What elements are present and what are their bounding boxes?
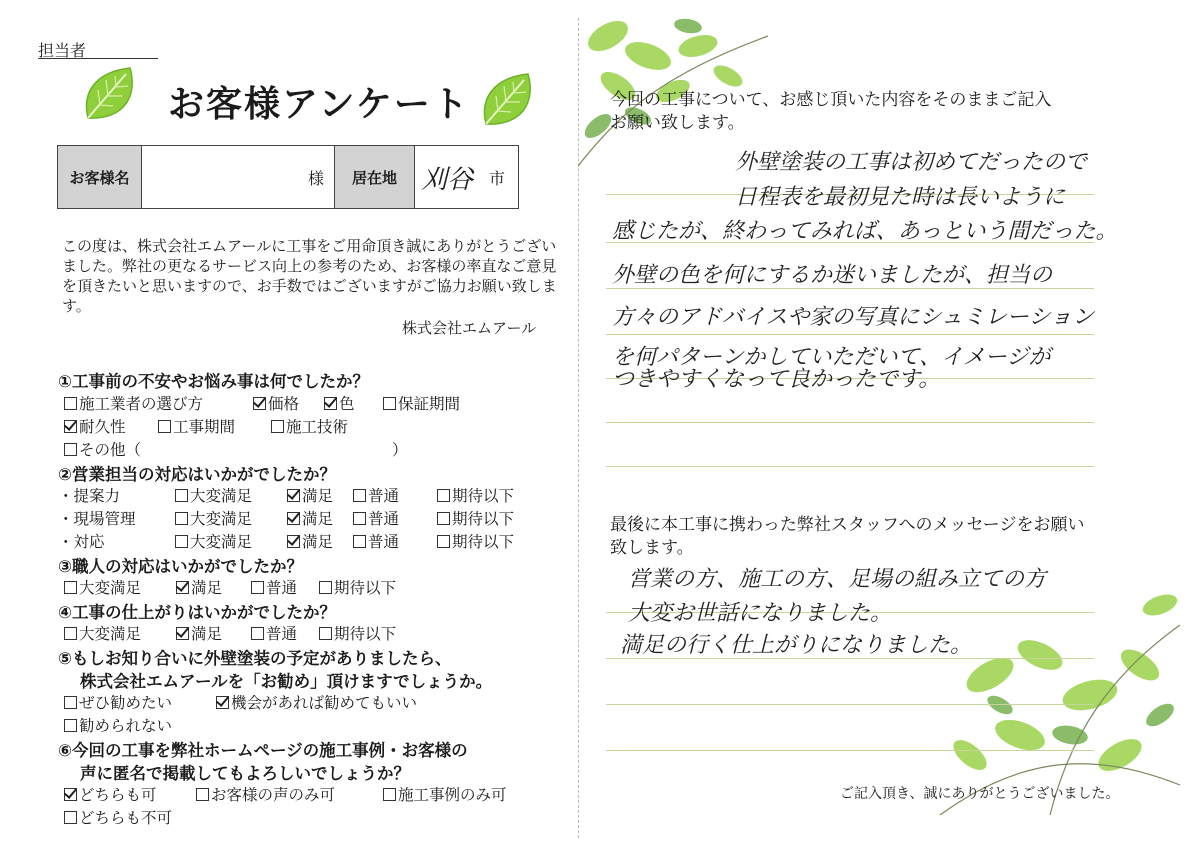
q6-option[interactable]: お客様の声のみ可 xyxy=(196,783,335,805)
question-2-title: ②営業担当の対応はいかがでしたか？ xyxy=(58,465,336,484)
rating-option[interactable]: 満足 xyxy=(287,484,333,506)
staff-label: 担当者 xyxy=(38,41,87,60)
residence-field[interactable] xyxy=(415,146,515,208)
company-signature: 株式会社エムアール xyxy=(402,319,537,337)
residence-suffix: 市 xyxy=(488,168,505,188)
checkbox-icon[interactable] xyxy=(64,696,77,709)
checkbox-icon[interactable] xyxy=(383,788,396,801)
rating-option[interactable]: 大変満足 xyxy=(175,530,252,552)
impressions-line: 方々のアドバイスや家の写真にシュミレーション xyxy=(612,305,1095,330)
checkbox-icon[interactable] xyxy=(64,443,77,456)
impressions-line: 感じたが、終わってみれば、あっという間だった。 xyxy=(612,219,1118,244)
q6-option[interactable]: どちらも可 xyxy=(64,783,157,805)
checkbox-icon[interactable] xyxy=(271,420,284,433)
staff-signature-line xyxy=(38,58,158,59)
q1-option[interactable]: 耐久性 xyxy=(64,415,126,437)
checkbox-icon[interactable] xyxy=(353,489,366,502)
rating-option[interactable]: 満足 xyxy=(287,507,333,529)
checked-checkbox-icon[interactable] xyxy=(64,788,77,801)
rating-option[interactable]: 普通 xyxy=(251,622,297,644)
impressions-line: 外壁の色を何にするか迷いましたが、担当の xyxy=(612,263,1053,288)
checkbox-icon[interactable] xyxy=(175,512,188,525)
checked-checkbox-icon[interactable] xyxy=(253,397,266,410)
leaf-icon xyxy=(478,68,540,130)
question-6-title: ⑥今回の工事を弊社ホームページの施工事例・お客様の xyxy=(58,741,468,760)
rating-option[interactable]: 満足 xyxy=(176,576,222,598)
question-3-title: ③職人の対応はいかがでしたか？ xyxy=(58,557,303,576)
rating-row-label: ・対応 xyxy=(58,533,105,551)
customer-name-field[interactable] xyxy=(142,146,335,208)
q6-option[interactable]: どちらも不可 xyxy=(64,806,172,828)
impressions-line: 日程表を最初見た時は長いように xyxy=(735,185,1066,210)
ruled-line xyxy=(606,422,1094,423)
rating-row-label: ・現場管理 xyxy=(58,510,136,528)
rating-option[interactable]: 満足 xyxy=(176,622,222,644)
ruled-line xyxy=(606,704,1094,705)
checkbox-icon[interactable] xyxy=(437,489,450,502)
checkbox-icon[interactable] xyxy=(437,512,450,525)
question-1-title: ①工事前の不安やお悩み事は何でしたか？ xyxy=(58,372,369,391)
checkbox-icon[interactable] xyxy=(64,581,77,594)
q1-option[interactable]: 色 xyxy=(324,392,355,414)
message-line: 営業の方、施工の方、足場の組み立ての方 xyxy=(628,567,1047,592)
impressions-line: を何パターンかしていただいて、イメージが xyxy=(612,345,1051,370)
checkbox-icon[interactable] xyxy=(319,581,332,594)
rating-option[interactable]: 期待以下 xyxy=(437,530,514,552)
q1-option-other[interactable]: その他（ xyxy=(64,438,141,460)
rating-option[interactable]: 期待以下 xyxy=(319,622,396,644)
message-line: 大変お世話になりました。 xyxy=(628,601,893,626)
intro-text: この度は、株式会社エムアールに工事をご用命頂き誠にありがとうございました。弊社の更なるサービス向上の参考のため、お客様の率直なご意見を頂きたいと思いますので、お手数ではございますがご協力お願い致します。 xyxy=(62,237,557,315)
q1-option[interactable]: 保証期間 xyxy=(383,392,460,414)
impressions-line: 外壁塗装の工事は初めてだったので xyxy=(735,150,1088,175)
q1-option[interactable]: 施工業者の選び方 xyxy=(64,392,203,414)
ruled-line xyxy=(606,750,1094,751)
question-5-title-cont: 株式会社エムアールを「お勧め」頂けますでしょうか。 xyxy=(80,672,493,691)
checked-checkbox-icon[interactable] xyxy=(64,420,77,433)
rating-option[interactable]: 期待以下 xyxy=(437,507,514,529)
rating-option[interactable]: 普通 xyxy=(353,530,399,552)
checkbox-icon[interactable] xyxy=(196,788,209,801)
checked-checkbox-icon[interactable] xyxy=(287,512,300,525)
rating-row-label: ・提案力 xyxy=(58,487,121,505)
q5-option[interactable]: 機会があれば勧めてもいい xyxy=(216,691,417,713)
checkbox-icon[interactable] xyxy=(437,535,450,548)
rating-option[interactable]: 普通 xyxy=(353,507,399,529)
question-6-title-cont: 声に匿名で掲載してもよろしいでしょうか？ xyxy=(80,764,410,783)
rating-option[interactable]: 満足 xyxy=(287,530,333,552)
checkbox-icon[interactable] xyxy=(251,581,264,594)
checked-checkbox-icon[interactable] xyxy=(216,696,229,709)
customer-name-label: お客様名 xyxy=(58,146,142,208)
thanks-text: ご記入頂き、誠にありがとうございました。 xyxy=(840,786,1120,802)
leaf-icon xyxy=(80,62,142,124)
checkbox-icon[interactable] xyxy=(353,512,366,525)
checkbox-icon[interactable] xyxy=(383,397,396,410)
checkbox-icon[interactable] xyxy=(319,627,332,640)
checkbox-icon[interactable] xyxy=(64,719,77,732)
q5-option[interactable]: 勧められない xyxy=(64,714,172,736)
checked-checkbox-icon[interactable] xyxy=(324,397,337,410)
ruled-line xyxy=(606,334,1094,335)
checkbox-icon[interactable] xyxy=(158,420,171,433)
q6-option[interactable]: 施工事例のみ可 xyxy=(383,783,507,805)
customer-info-table xyxy=(57,145,519,209)
question-4-title: ④工事の仕上がりはいかがでしたか？ xyxy=(58,603,336,622)
checked-checkbox-icon[interactable] xyxy=(287,489,300,502)
rating-option[interactable]: 大変満足 xyxy=(175,507,252,529)
rating-option[interactable]: 普通 xyxy=(353,484,399,506)
checked-checkbox-icon[interactable] xyxy=(287,535,300,548)
rating-option[interactable]: 普通 xyxy=(251,576,297,598)
rating-option[interactable]: 期待以下 xyxy=(319,576,396,598)
q1-option[interactable]: 価格 xyxy=(253,392,299,414)
name-suffix: 様 xyxy=(307,168,324,188)
rating-option[interactable]: 大変満足 xyxy=(64,622,141,644)
checkbox-icon[interactable] xyxy=(353,535,366,548)
impressions-prompt: 今回の工事について、お感じ頂いた内容をそのままご記入お願い致します。 xyxy=(610,90,1052,133)
residence-handwritten: 刈谷 xyxy=(421,164,474,195)
checkbox-icon[interactable] xyxy=(64,397,77,410)
checkbox-icon[interactable] xyxy=(64,627,77,640)
question-5-title: ⑤もしお知り合いに外壁塗装の予定がありましたら、 xyxy=(58,649,452,668)
page-title: お客様アンケート xyxy=(168,84,470,125)
checkbox-icon[interactable] xyxy=(251,627,264,640)
message-prompt: 最後に本工事に携わった弊社スタッフへのメッセージをお願い致します。 xyxy=(610,515,1085,558)
ruled-line xyxy=(606,466,1094,467)
rating-option[interactable]: 大変満足 xyxy=(64,576,141,598)
impressions-line: つきやすくなって良かったです。 xyxy=(612,367,941,392)
checkbox-icon[interactable] xyxy=(64,811,77,824)
q1-option[interactable]: 施工技術 xyxy=(271,415,348,437)
checked-checkbox-icon[interactable] xyxy=(176,581,189,594)
checkbox-icon[interactable] xyxy=(175,489,188,502)
q1-other-close: ） xyxy=(392,441,408,459)
rating-option[interactable]: 大変満足 xyxy=(175,484,252,506)
q5-option[interactable]: ぜひ勧めたい xyxy=(64,691,172,713)
rating-option[interactable]: 期待以下 xyxy=(437,484,514,506)
checkbox-icon[interactable] xyxy=(175,535,188,548)
q1-option[interactable]: 工事期間 xyxy=(158,415,235,437)
checked-checkbox-icon[interactable] xyxy=(176,627,189,640)
message-line: 満足の行く仕上がりになりました。 xyxy=(620,633,973,658)
residence-label: 居在地 xyxy=(335,146,415,208)
